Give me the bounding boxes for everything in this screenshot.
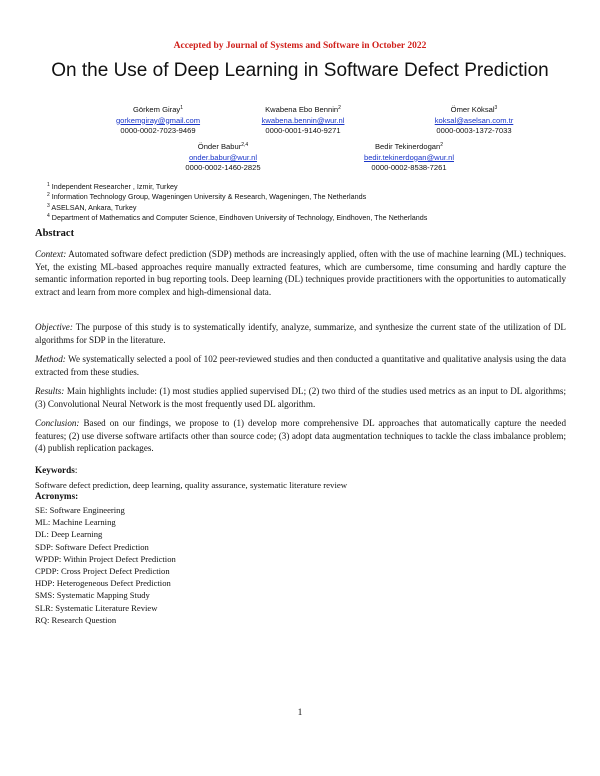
section-label: Context: [35,249,67,259]
acronym-item: SE: Software Engineering [35,505,125,515]
acronyms-list [35,504,176,626]
acronym-item: DL: Deep Learning [35,529,103,540]
section-text: Based on our findings, we propose to (1) develop more comprehensive DL approaches that automatically capture the needed features; (2) use diverse software artifacts other than source code; (3) adopt data augmentation techniques to tackle the class imbalance problem; (4) publish replication packages. [35,418,566,454]
affiliation-item: $^2$ Information Technology Group, Wageningen University & Research, Wageningen, The Netherlands [47,192,367,202]
acronym-item: SMS: Systematic Mapping Study [35,590,150,601]
section-label: Method: [35,354,66,364]
author-email-link[interactable]: bedir.tekinerdogan@wur.nl [363,152,455,162]
author-orcid: 0000-0003-1372-7033 [436,126,512,136]
author-orcid: 0000-0002-7023-9469 [120,126,196,136]
author-email-link[interactable]: onder.babur@wur.nl [188,152,258,162]
author-email-link[interactable]: kwabena.bennin@wur.nl [261,115,345,125]
abstract-context [35,248,566,298]
affiliation-item: $^3$ ASELSAN, Ankara, Turkey [47,202,137,212]
section-text: The purpose of this study is to systematically identify, analyze, summarize, and synthesize the current state of the utilization of DL algorithms for SDP in the literature. [35,322,566,345]
author-email-link[interactable]: koksal@aselsan.com.tr [434,115,514,125]
author-name: Görkem Giray [132,105,181,114]
keywords-heading: Keywords: [35,465,78,475]
author-block [394,105,554,137]
abstract-heading: Abstract [35,228,75,239]
section-text: Main highlights include: (1) most studies applied supervised DL; (2) two third of the studies used metrics as an input to DL algorithms; (3) Convolutional Neural Network is the most frequently used DL algorithm. [35,386,566,409]
section-label: Objective: [35,322,73,332]
acronym-item: SDP: Software Defect Prediction [35,541,149,552]
acceptance-notice: Accepted by Journal of Systems and Software in October 2022 [173,41,427,51]
section-text: Automated software defect prediction (SDP) methods are increasingly applied, often with the use of machine learning (ML) techniques. Yet, the existing ML-based approaches require manually extracted features, which are cumbersome, time consuming and hardly capture the semantic information reported in bug reporting tools. Deep learning (DL) techniques provide practitioners with the opportunities to automatically extract and learn from more complex and high-dimensional data. [35,249,566,297]
author-affiliation-mark: 2 [440,142,444,148]
author-block [143,142,303,174]
author-orcid: 0000-0002-1460-2825 [185,163,261,173]
acronyms-heading: Acronyms: [35,491,79,501]
abstract-conclusion [35,417,566,455]
acronym-item: WPDP: Within Project Defect Prediction [35,553,176,564]
author-name: Ömer Köksal [450,105,495,114]
section-label: Results: [35,386,65,396]
paper-title: On the Use of Deep Learning in Software Defect Prediction [51,60,549,81]
author-affiliation-mark: 2 [338,105,341,111]
acronym-item: CPDP: Cross Project Defect Prediction [35,566,170,577]
author-name: Önder Babur [197,142,242,151]
affiliation-item: $^4$ Department of Mathematics and Computer Science, Eindhoven University of Technology, Eindhoven, The Netherlands [47,213,428,223]
author-affiliation-mark: 1 [180,105,184,111]
acronym-item: SLR: Systematic Literature Review [35,602,158,613]
affiliations-list [47,182,567,224]
affiliation-item: $^1$ Independent Researcher , Izmir, Turkey [47,182,178,191]
author-name: Kwabena Ebo Bennin [265,105,339,114]
abstract-objective [35,321,566,346]
author-block [223,105,383,137]
author-email-link[interactable]: gorkemgiray@gmail.com [115,115,201,125]
author-orcid: 0000-0001-9140-9271 [265,126,341,136]
abstract-results [35,385,566,410]
author-block [78,105,238,137]
author-orcid: 0000-0002-8538-7261 [371,163,447,173]
abstract-method [35,353,566,378]
keywords-text: Software defect prediction, deep learning, quality assurance, systematic literature review [35,480,348,490]
acronym-item: RQ: Research Question [35,614,117,625]
author-name: Bedir Tekinerdogan [374,142,441,151]
acronym-item: HDP: Heterogeneous Defect Prediction [35,578,171,589]
author-block [329,142,489,174]
section-label: Conclusion: [35,418,80,428]
section-text: We systematically selected a pool of 102 peer-reviewed studies and then conducted a quantitative and qualitative analysis using the data extracted from these studies. [35,354,566,377]
acronym-item: ML: Machine Learning [35,517,116,528]
author-affiliation-mark: 2,4 [241,142,249,148]
author-affiliation-mark: 3 [494,105,498,111]
page-number: 1 [297,708,303,718]
